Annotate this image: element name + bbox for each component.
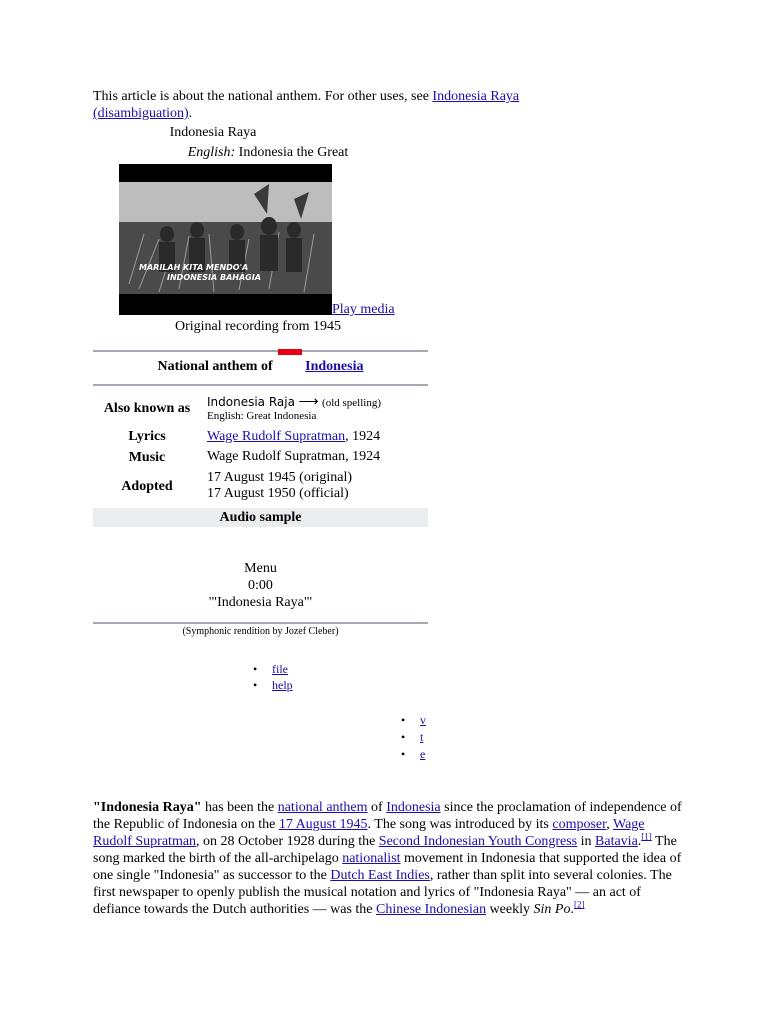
supratman-link[interactable]: Wage Rudolf Supratman: [93, 817, 645, 849]
infobox-divider: [93, 622, 428, 624]
navbox-links: [401, 712, 426, 763]
list-item: [253, 661, 293, 677]
youth-congress-link[interactable]: Second Indonesian Youth Congress: [378, 834, 578, 849]
video-caption: Original recording from 1945: [174, 319, 341, 334]
bullet-icon: •: [401, 713, 406, 727]
arrow-icon: ⟶: [298, 395, 319, 410]
nationalist-link[interactable]: nationalist: [342, 851, 401, 866]
lyricist-link[interactable]: Wage Rudolf Supratman: [207, 429, 346, 444]
infobox-title: Indonesia Raya: [169, 125, 257, 140]
aka-label: Also known as: [103, 401, 191, 416]
file-link[interactable]: file: [272, 662, 288, 676]
text: of: [367, 800, 387, 815]
text: since the proclamation of independence of the Republic of Indonesia on the: [93, 800, 682, 832]
infobox-english-title: [93, 144, 443, 161]
text: . The song was introduced by its: [367, 817, 553, 832]
bullet-icon: •: [401, 747, 406, 761]
date-link[interactable]: 17 August 1945: [278, 817, 368, 832]
file-help-list: [253, 661, 293, 693]
chinese-indonesian-link[interactable]: Chinese Indonesian: [376, 902, 487, 917]
text: weekly: [486, 902, 534, 917]
text: The song marked the birth of the all-archipelago: [93, 834, 677, 866]
text: , on 28 October 1928 during the: [196, 834, 379, 849]
aka-english: English: Great Indonesia: [207, 410, 317, 422]
music-label: Music: [128, 450, 166, 465]
bullet-icon: •: [253, 662, 258, 676]
reference-2[interactable]: [2]: [573, 899, 585, 910]
play-media-link[interactable]: Play media: [332, 302, 395, 317]
audio-track-title: '"Indonesia Raya"': [208, 595, 313, 610]
edit-link[interactable]: e: [420, 747, 426, 761]
svg-text:INDONESIA BAHAGIA: INDONESIA BAHAGIA: [167, 273, 261, 282]
help-link[interactable]: help: [272, 678, 293, 692]
infobox-divider: [93, 384, 428, 386]
article-paragraph: [93, 799, 683, 918]
bullet-icon: •: [401, 730, 406, 744]
reference-1[interactable]: [1]: [641, 831, 652, 842]
text: has been the: [201, 800, 278, 815]
audio-sample-header: Audio sample: [93, 508, 428, 527]
hatnote: [93, 88, 583, 122]
rendition-caption: (Symphonic rendition by Jozef Cleber): [182, 626, 339, 637]
text: , rather than split into several colonies. The first newspaper to openly publish the musical notation and lyrics of "Indonesia Raya" — an act of defiance towards the Dutch authorities — was the: [93, 868, 672, 917]
list-item: [401, 746, 426, 763]
disambiguation-link[interactable]: Indonesia Raya (disambiguation): [93, 89, 520, 121]
list-item: [253, 677, 293, 693]
talk-link[interactable]: t: [420, 730, 424, 744]
adopted-label: Adopted: [121, 479, 173, 494]
adopted-official: 17 August 1950 (official): [207, 486, 349, 501]
english-label: English:: [187, 145, 236, 160]
sin-po-italic: Sin Po: [533, 902, 571, 917]
indonesia-flag-icon: [278, 349, 302, 365]
list-item: [401, 712, 426, 729]
audio-time: 0:00: [248, 578, 273, 593]
hatnote-text: This article is about the national anthem. For other uses, see: [93, 89, 433, 104]
anthem-of-row: [93, 356, 428, 375]
audio-menu[interactable]: Menu: [244, 561, 277, 576]
infobox-divider: [93, 350, 428, 352]
aka-old-spelling: Indonesia Raja: [207, 395, 295, 409]
article-title-bold: "Indonesia Raya": [93, 800, 202, 815]
text: ,: [606, 817, 613, 832]
video-frame-image: [119, 164, 332, 315]
video-thumbnail[interactable]: [119, 164, 332, 315]
list-item: [401, 729, 426, 746]
text: .: [637, 834, 642, 849]
dutch-east-indies-link[interactable]: Dutch East Indies: [330, 868, 430, 883]
composer-link[interactable]: composer: [552, 817, 607, 832]
text: .: [570, 902, 574, 917]
lyrics-value: [207, 428, 380, 445]
aka-note: (old spelling): [322, 397, 382, 409]
svg-text:MARILAH KITA MENDO'A: MARILAH KITA MENDO'A: [139, 263, 249, 272]
text: movement in Indonesia that supported the idea of one single "Indonesia" as successor to the: [93, 851, 682, 883]
music-value: Wage Rudolf Supratman, 1924: [207, 449, 381, 464]
indonesia-link[interactable]: Indonesia: [305, 359, 364, 374]
hatnote-suffix: .: [188, 106, 193, 121]
lyrics-label: Lyrics: [128, 429, 166, 444]
national-anthem-link[interactable]: national anthem: [277, 800, 368, 815]
aka-value: [207, 394, 381, 411]
batavia-link[interactable]: Batavia: [595, 834, 638, 849]
text: in: [577, 834, 596, 849]
anthem-of-label: National anthem of: [157, 359, 273, 374]
adopted-original: 17 August 1945 (original): [207, 470, 353, 485]
english-title: Indonesia the Great: [238, 145, 349, 160]
bullet-icon: •: [253, 678, 258, 692]
view-link[interactable]: v: [420, 713, 426, 727]
indonesia-article-link[interactable]: Indonesia: [386, 800, 441, 815]
lyrics-year: , 1924: [345, 429, 381, 444]
